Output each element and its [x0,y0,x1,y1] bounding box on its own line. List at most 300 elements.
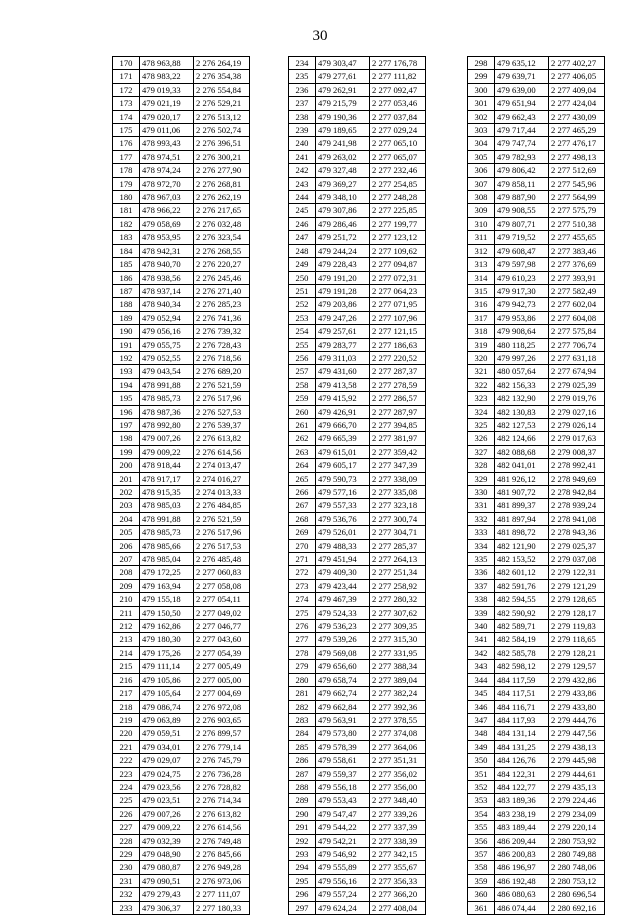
x-coordinate-cell: 479 011,06 [140,124,194,137]
y-coordinate-cell: 2 277 065,07 [370,150,426,163]
point-number-cell: 356 [468,834,495,847]
y-coordinate-cell: 2 279 447,56 [549,727,605,740]
x-coordinate-cell: 478 967,03 [140,191,194,204]
table-row [468,191,605,204]
x-coordinate-cell: 482 121,90 [495,539,549,552]
y-coordinate-cell: 2 277 278,59 [370,378,426,391]
x-coordinate-cell: 479 327,48 [316,164,370,177]
x-coordinate-cell: 481 899,37 [495,499,549,512]
y-coordinate-cell: 2 277 220,52 [370,351,426,364]
point-number-cell: 189 [113,311,140,324]
table-row [289,888,426,901]
x-coordinate-cell: 482 585,78 [495,646,549,659]
point-number-cell: 200 [113,459,140,472]
y-coordinate-cell: 2 276 749,48 [194,834,250,847]
x-coordinate-cell: 479 665,39 [316,432,370,445]
x-coordinate-cell: 482 590,92 [495,606,549,619]
x-coordinate-cell: 479 283,77 [316,338,370,351]
point-number-cell: 255 [289,338,316,351]
point-number-cell: 193 [113,365,140,378]
point-number-cell: 192 [113,351,140,364]
x-coordinate-cell: 478 918,44 [140,459,194,472]
point-number-cell: 323 [468,392,495,405]
x-coordinate-cell: 479 034,01 [140,740,194,753]
y-coordinate-cell: 2 279 019,76 [549,392,605,405]
x-coordinate-cell: 479 007,26 [140,432,194,445]
point-number-cell: 337 [468,579,495,592]
x-coordinate-cell: 478 972,70 [140,177,194,190]
y-coordinate-cell: 2 277 037,84 [370,110,426,123]
x-coordinate-cell: 479 019,33 [140,83,194,96]
point-number-cell: 278 [289,646,316,659]
x-coordinate-cell: 482 601,12 [495,566,549,579]
y-coordinate-cell: 2 276 485,48 [194,553,250,566]
x-coordinate-cell: 479 423,44 [316,579,370,592]
table-row [468,579,605,592]
point-number-cell: 353 [468,794,495,807]
x-coordinate-cell: 479 021,19 [140,97,194,110]
x-coordinate-cell: 479 858,11 [495,177,549,190]
table-row [289,191,426,204]
table-row [468,231,605,244]
point-number-cell: 179 [113,177,140,190]
y-coordinate-cell: 2 279 119,83 [549,620,605,633]
x-coordinate-cell: 479 162,86 [140,620,194,633]
y-coordinate-cell: 2 277 564,99 [549,191,605,204]
table-row [468,767,605,780]
y-coordinate-cell: 2 279 435,13 [549,780,605,793]
table-row [468,351,605,364]
y-coordinate-cell: 2 279 025,39 [549,378,605,391]
table-row [468,365,605,378]
table-row [289,244,426,257]
y-coordinate-cell: 2 276 245,46 [194,271,250,284]
y-coordinate-cell: 2 277 376,69 [549,258,605,271]
table-row [113,727,250,740]
point-number-cell: 344 [468,673,495,686]
y-coordinate-cell: 2 277 005,00 [194,673,250,686]
y-coordinate-cell: 2 279 444,76 [549,713,605,726]
y-coordinate-cell: 2 280 753,12 [549,874,605,887]
y-coordinate-cell: 2 276 728,82 [194,780,250,793]
table-row [113,847,250,860]
point-number-cell: 265 [289,472,316,485]
point-number-cell: 266 [289,486,316,499]
x-coordinate-cell: 479 105,64 [140,687,194,700]
table-row [289,432,426,445]
x-coordinate-cell: 479 558,61 [316,754,370,767]
point-number-cell: 204 [113,512,140,525]
y-coordinate-cell: 2 277 337,39 [370,821,426,834]
y-coordinate-cell: 2 277 248,28 [370,191,426,204]
y-coordinate-cell: 2 280 692,16 [549,901,605,914]
y-coordinate-cell: 2 277 176,78 [370,57,426,70]
y-coordinate-cell: 2 277 304,71 [370,526,426,539]
table-row [289,780,426,793]
x-coordinate-cell: 482 584,19 [495,633,549,646]
table-row [113,861,250,874]
point-number-cell: 330 [468,486,495,499]
point-number-cell: 321 [468,365,495,378]
y-coordinate-cell: 2 277 107,96 [370,311,426,324]
x-coordinate-cell: 478 987,36 [140,405,194,418]
table-row [289,177,426,190]
x-coordinate-cell: 479 608,47 [495,244,549,257]
y-coordinate-cell: 2 277 355,67 [370,861,426,874]
point-number-cell: 355 [468,821,495,834]
x-coordinate-cell: 479 244,24 [316,244,370,257]
table-row [468,378,605,391]
x-coordinate-cell: 479 908,64 [495,325,549,338]
point-number-cell: 287 [289,767,316,780]
y-coordinate-cell: 2 279 220,14 [549,821,605,834]
x-coordinate-cell: 479 536,23 [316,620,370,633]
table-row [468,512,605,525]
table-row [289,217,426,230]
x-coordinate-cell: 479 556,18 [316,780,370,793]
x-coordinate-cell: 479 251,72 [316,231,370,244]
x-coordinate-cell: 479 597,98 [495,258,549,271]
y-coordinate-cell: 2 277 465,29 [549,124,605,137]
y-coordinate-cell: 2 276 899,57 [194,727,250,740]
y-coordinate-cell: 2 278 942,84 [549,486,605,499]
y-coordinate-cell: 2 276 285,23 [194,298,250,311]
point-number-cell: 354 [468,807,495,820]
y-coordinate-cell: 2 276 973,06 [194,874,250,887]
table-row [289,110,426,123]
x-coordinate-cell: 478 985,03 [140,499,194,512]
x-coordinate-cell: 484 122,31 [495,767,549,780]
point-number-cell: 350 [468,754,495,767]
table-row [289,821,426,834]
y-coordinate-cell: 2 277 364,06 [370,740,426,753]
table-row [113,539,250,552]
point-number-cell: 251 [289,284,316,297]
table-row [113,888,250,901]
y-coordinate-cell: 2 276 262,19 [194,191,250,204]
point-number-cell: 212 [113,620,140,633]
table-row [113,284,250,297]
point-number-cell: 259 [289,392,316,405]
x-coordinate-cell: 479 172,25 [140,566,194,579]
point-number-cell: 283 [289,713,316,726]
point-number-cell: 226 [113,807,140,820]
x-coordinate-cell: 479 547,47 [316,807,370,820]
y-coordinate-cell: 2 279 026,14 [549,418,605,431]
y-coordinate-cell: 2 277 335,08 [370,486,426,499]
point-number-cell: 173 [113,97,140,110]
y-coordinate-cell: 2 277 631,18 [549,351,605,364]
y-coordinate-cell: 2 274 016,27 [194,472,250,485]
y-coordinate-cell: 2 277 356,00 [370,780,426,793]
point-number-cell: 269 [289,526,316,539]
point-number-cell: 260 [289,405,316,418]
table-row [289,660,426,673]
y-coordinate-cell: 2 274 013,47 [194,459,250,472]
x-coordinate-cell: 479 189,65 [316,124,370,137]
x-coordinate-cell: 478 985,04 [140,553,194,566]
x-coordinate-cell: 479 656,60 [316,660,370,673]
y-coordinate-cell: 2 279 445,98 [549,754,605,767]
point-number-cell: 184 [113,244,140,257]
y-coordinate-cell: 2 277 359,42 [370,445,426,458]
table-row [113,311,250,324]
y-coordinate-cell: 2 276 277,90 [194,164,250,177]
y-coordinate-cell: 2 277 455,65 [549,231,605,244]
point-number-cell: 201 [113,472,140,485]
table-row [289,351,426,364]
x-coordinate-cell: 479 719,52 [495,231,549,244]
point-number-cell: 225 [113,794,140,807]
table-row [113,150,250,163]
x-coordinate-cell: 479 307,86 [316,204,370,217]
y-coordinate-cell: 2 280 748,06 [549,861,605,874]
table-row [113,740,250,753]
y-coordinate-cell: 2 276 539,37 [194,418,250,431]
point-number-cell: 341 [468,633,495,646]
x-coordinate-cell: 479 542,21 [316,834,370,847]
point-number-cell: 207 [113,553,140,566]
table-row [289,834,426,847]
y-coordinate-cell: 2 277 430,09 [549,110,605,123]
point-number-cell: 217 [113,687,140,700]
y-coordinate-cell: 2 277 392,36 [370,700,426,713]
y-coordinate-cell: 2 279 224,46 [549,794,605,807]
point-number-cell: 311 [468,231,495,244]
table-row [468,472,605,485]
y-coordinate-cell: 2 277 408,04 [370,901,426,914]
y-coordinate-cell: 2 276 264,19 [194,57,250,70]
point-number-cell: 174 [113,110,140,123]
x-coordinate-cell: 479 413,58 [316,378,370,391]
y-coordinate-cell: 2 279 128,65 [549,593,605,606]
x-coordinate-cell: 479 997,26 [495,351,549,364]
y-coordinate-cell: 2 277 111,07 [194,888,250,901]
table-row [289,150,426,163]
point-number-cell: 176 [113,137,140,150]
y-coordinate-cell: 2 277 338,39 [370,834,426,847]
y-coordinate-cell: 2 277 674,94 [549,365,605,378]
x-coordinate-cell: 479 624,24 [316,901,370,914]
y-coordinate-cell: 2 276 972,08 [194,700,250,713]
table-row [468,553,605,566]
x-coordinate-cell: 479 557,33 [316,499,370,512]
y-coordinate-cell: 2 277 381,97 [370,432,426,445]
y-coordinate-cell: 2 279 008,37 [549,445,605,458]
point-number-cell: 254 [289,325,316,338]
x-coordinate-cell: 479 369,27 [316,177,370,190]
point-number-cell: 322 [468,378,495,391]
point-number-cell: 249 [289,258,316,271]
y-coordinate-cell: 2 276 613,82 [194,807,250,820]
table-row [468,821,605,834]
point-number-cell: 198 [113,432,140,445]
y-coordinate-cell: 2 277 389,04 [370,673,426,686]
y-coordinate-cell: 2 276 845,66 [194,847,250,860]
point-number-cell: 313 [468,258,495,271]
table-row [468,888,605,901]
point-number-cell: 329 [468,472,495,485]
table-row [468,780,605,793]
table-row [468,834,605,847]
point-number-cell: 327 [468,445,495,458]
point-number-cell: 195 [113,392,140,405]
point-number-cell: 309 [468,204,495,217]
table-row [468,606,605,619]
x-coordinate-cell: 479 080,87 [140,861,194,874]
y-coordinate-cell: 2 277 582,49 [549,284,605,297]
x-coordinate-cell: 479 942,73 [495,298,549,311]
point-number-cell: 227 [113,821,140,834]
table-row [113,124,250,137]
point-number-cell: 248 [289,244,316,257]
x-coordinate-cell: 479 052,55 [140,351,194,364]
table-row [468,418,605,431]
x-coordinate-cell: 478 917,17 [140,472,194,485]
y-coordinate-cell: 2 276 517,96 [194,526,250,539]
x-coordinate-cell: 479 467,39 [316,593,370,606]
point-number-cell: 242 [289,164,316,177]
point-number-cell: 197 [113,418,140,431]
point-number-cell: 304 [468,137,495,150]
table-row [289,204,426,217]
x-coordinate-cell: 479 662,74 [316,687,370,700]
y-coordinate-cell: 2 277 510,38 [549,217,605,230]
x-coordinate-cell: 482 127,53 [495,418,549,431]
table-row [113,378,250,391]
table-row [113,807,250,820]
table-row [468,874,605,887]
y-coordinate-cell: 2 276 554,84 [194,83,250,96]
x-coordinate-cell: 479 048,90 [140,847,194,860]
point-number-cell: 187 [113,284,140,297]
point-number-cell: 244 [289,191,316,204]
x-coordinate-cell: 479 662,84 [316,700,370,713]
y-coordinate-cell: 2 277 251,34 [370,566,426,579]
table-row [113,365,250,378]
table-row [289,137,426,150]
y-coordinate-cell: 2 277 287,97 [370,405,426,418]
x-coordinate-cell: 479 556,16 [316,874,370,887]
y-coordinate-cell: 2 277 383,46 [549,244,605,257]
point-number-cell: 202 [113,486,140,499]
point-number-cell: 222 [113,754,140,767]
y-coordinate-cell: 2 279 128,21 [549,646,605,659]
x-coordinate-cell: 479 150,50 [140,606,194,619]
y-coordinate-cell: 2 276 745,79 [194,754,250,767]
y-coordinate-cell: 2 278 939,24 [549,499,605,512]
x-coordinate-cell: 479 917,30 [495,284,549,297]
table-row [289,700,426,713]
table-row [468,526,605,539]
table-row [289,713,426,726]
point-number-cell: 232 [113,888,140,901]
point-number-cell: 213 [113,633,140,646]
y-coordinate-cell: 2 276 032,48 [194,217,250,230]
table-row [468,110,605,123]
x-coordinate-cell: 486 209,44 [495,834,549,847]
x-coordinate-cell: 479 263,02 [316,150,370,163]
table-row [468,338,605,351]
table-row [289,807,426,820]
y-coordinate-cell: 2 276 779,14 [194,740,250,753]
y-coordinate-cell: 2 276 736,28 [194,767,250,780]
point-number-cell: 307 [468,177,495,190]
y-coordinate-cell: 2 277 065,10 [370,137,426,150]
x-coordinate-cell: 479 415,92 [316,392,370,405]
table-row [289,901,426,914]
y-coordinate-cell: 2 277 287,37 [370,365,426,378]
point-number-cell: 298 [468,57,495,70]
x-coordinate-cell: 484 131,14 [495,727,549,740]
table-row [468,164,605,177]
table-row [289,673,426,686]
y-coordinate-cell: 2 277 512,69 [549,164,605,177]
table-row [468,901,605,914]
y-coordinate-cell: 2 276 614,56 [194,445,250,458]
x-coordinate-cell: 479 577,16 [316,486,370,499]
table-row [468,432,605,445]
table-row [289,405,426,418]
table-row [468,70,605,83]
point-number-cell: 219 [113,713,140,726]
x-coordinate-cell: 486 074,44 [495,901,549,914]
table-row [468,807,605,820]
point-number-cell: 250 [289,271,316,284]
table-row [113,767,250,780]
table-row [113,338,250,351]
table-row [289,70,426,83]
x-coordinate-cell: 479 303,47 [316,57,370,70]
table-row [289,499,426,512]
point-number-cell: 252 [289,298,316,311]
table-row [289,847,426,860]
y-coordinate-cell: 2 276 502,74 [194,124,250,137]
x-coordinate-cell: 478 991,88 [140,378,194,391]
point-number-cell: 209 [113,579,140,592]
point-number-cell: 178 [113,164,140,177]
x-coordinate-cell: 479 953,86 [495,311,549,324]
table-row [113,566,250,579]
y-coordinate-cell: 2 277 378,55 [370,713,426,726]
table-row [289,164,426,177]
y-coordinate-cell: 2 279 438,13 [549,740,605,753]
point-number-cell: 296 [289,888,316,901]
y-coordinate-cell: 2 276 903,65 [194,713,250,726]
point-number-cell: 315 [468,284,495,297]
y-coordinate-cell: 2 276 268,55 [194,244,250,257]
x-coordinate-cell: 479 228,43 [316,258,370,271]
x-coordinate-cell: 478 985,66 [140,539,194,552]
x-coordinate-cell: 482 598,12 [495,660,549,673]
table-row [113,687,250,700]
y-coordinate-cell: 2 277 199,77 [370,217,426,230]
point-number-cell: 335 [468,553,495,566]
y-coordinate-cell: 2 280 749,88 [549,847,605,860]
y-coordinate-cell: 2 277 393,91 [549,271,605,284]
table-row [113,593,250,606]
table-row [113,472,250,485]
point-number-cell: 300 [468,83,495,96]
point-number-cell: 294 [289,861,316,874]
x-coordinate-cell: 479 615,01 [316,445,370,458]
x-coordinate-cell: 479 203,86 [316,298,370,311]
point-number-cell: 171 [113,70,140,83]
x-coordinate-cell: 479 191,20 [316,271,370,284]
table-row [113,231,250,244]
y-coordinate-cell: 2 277 043,60 [194,633,250,646]
x-coordinate-cell: 486 080,63 [495,888,549,901]
